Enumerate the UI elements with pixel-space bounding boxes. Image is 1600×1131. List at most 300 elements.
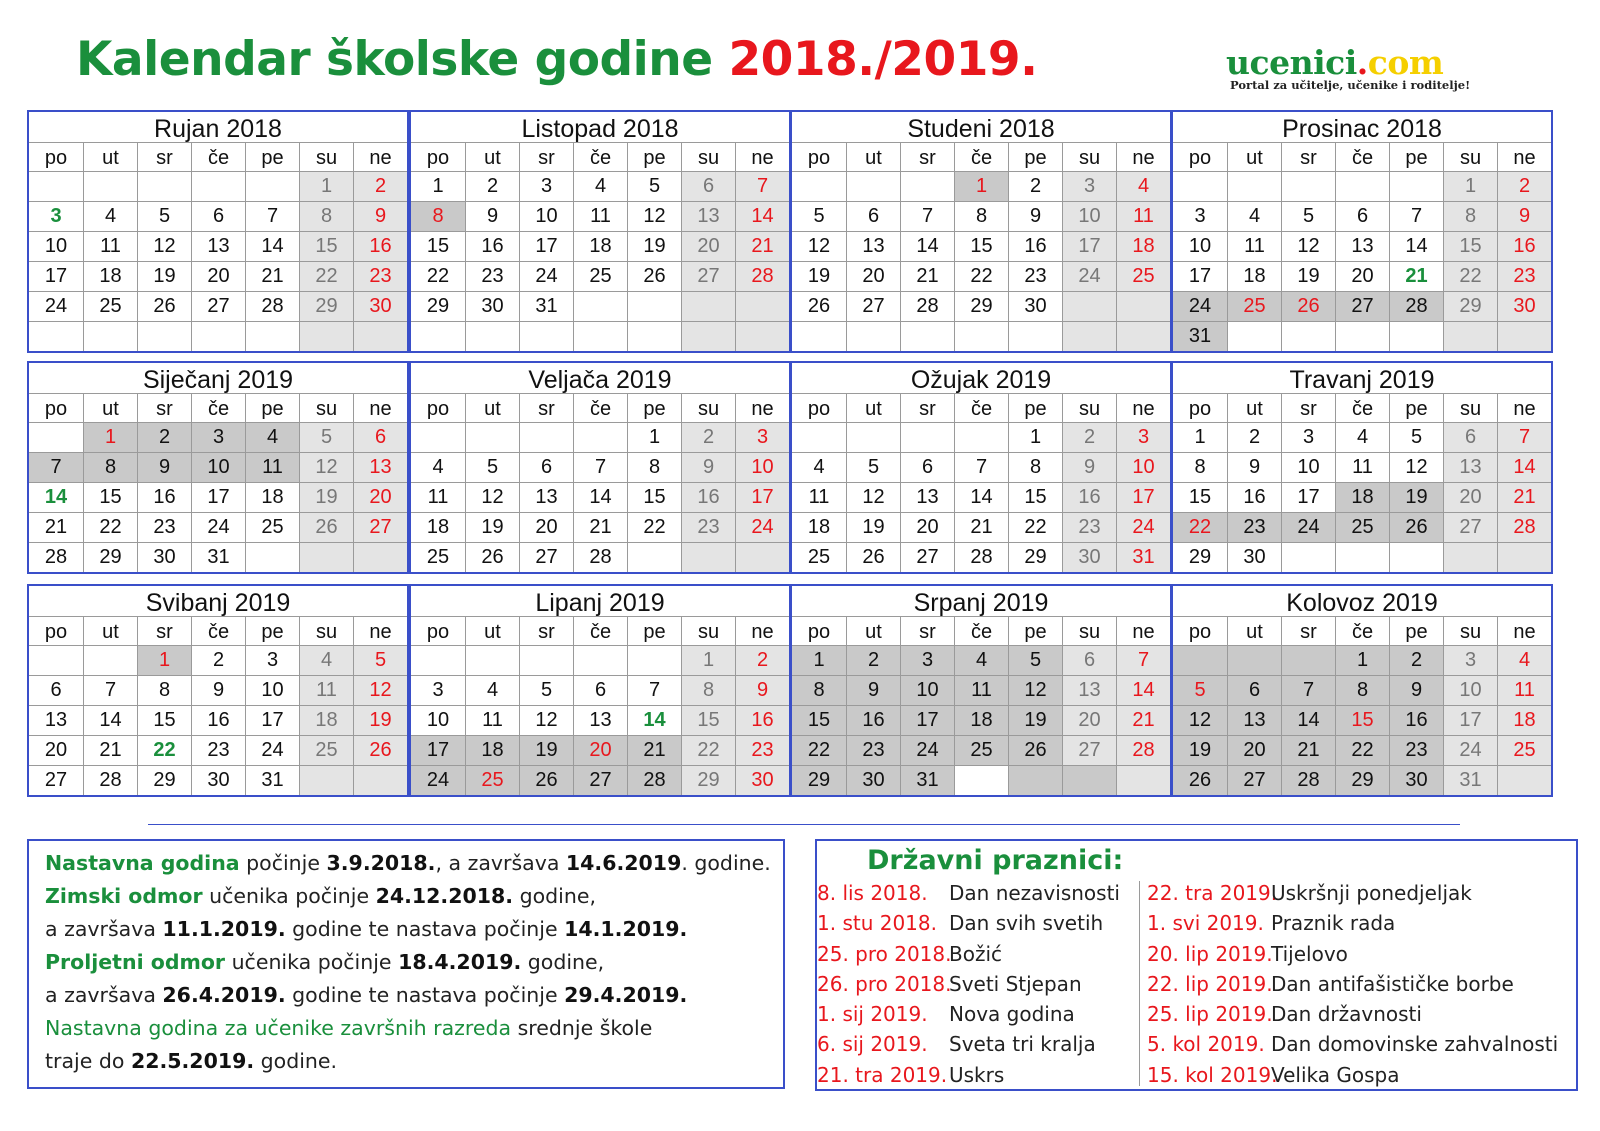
holiday-row (1147, 908, 1558, 938)
info-text: godine, (513, 884, 596, 908)
weekday-header: su (1062, 393, 1116, 422)
empty-day-cell (465, 321, 519, 351)
day-cell: 3 (1062, 171, 1116, 201)
day-cell: 15 (792, 705, 846, 735)
empty-day-cell (627, 542, 681, 572)
day-cell: 3 (411, 675, 465, 705)
weekday-header: sr (1281, 393, 1335, 422)
weekday-header: pe (1008, 393, 1062, 422)
day-cell: 15 (137, 705, 191, 735)
weekday-header: če (1335, 393, 1389, 422)
weekday-header: su (681, 393, 735, 422)
day-cell: 12 (465, 482, 519, 512)
weekday-header: su (681, 616, 735, 645)
month-calendar (790, 110, 1172, 353)
month-name: Srpanj 2019 (913, 589, 1049, 617)
empty-day-cell (1389, 321, 1443, 351)
info-date: 3.9.2018. (326, 851, 436, 875)
day-cell: 28 (29, 542, 83, 572)
info-line (45, 880, 783, 913)
day-cell: 11 (1335, 452, 1389, 482)
empty-day-cell (1281, 321, 1335, 351)
empty-day-cell (1116, 321, 1170, 351)
day-cell: 20 (1227, 735, 1281, 765)
day-cell: 30 (1389, 765, 1443, 795)
empty-day-cell (954, 321, 1008, 351)
info-label: Zimski odmor (45, 884, 203, 908)
day-cell: 13 (900, 482, 954, 512)
month-days-grid (29, 616, 407, 795)
day-cell: 11 (83, 231, 137, 261)
day-cell: 5 (465, 452, 519, 482)
day-cell: 31 (245, 765, 299, 795)
day-cell: 8 (299, 201, 353, 231)
day-cell: 1 (137, 645, 191, 675)
day-cell: 9 (1497, 201, 1551, 231)
day-cell: 11 (954, 675, 1008, 705)
day-cell: 17 (191, 482, 245, 512)
weekday-header: ut (1227, 393, 1281, 422)
month-name: Siječanj 2019 (142, 366, 294, 394)
day-cell: 12 (792, 231, 846, 261)
empty-day-cell (954, 765, 1008, 795)
day-cell: 22 (792, 735, 846, 765)
holiday-date: 1. sij 2019. (817, 1002, 928, 1027)
day-cell: 20 (1062, 705, 1116, 735)
empty-day-cell (519, 321, 573, 351)
weekday-header: sr (137, 142, 191, 171)
weekday-header: sr (519, 142, 573, 171)
day-cell: 30 (846, 765, 900, 795)
empty-day-cell (1389, 171, 1443, 201)
day-cell: 8 (1443, 201, 1497, 231)
day-cell: 20 (1443, 482, 1497, 512)
day-cell: 23 (465, 261, 519, 291)
weekday-header: sr (900, 616, 954, 645)
day-cell: 14 (83, 705, 137, 735)
day-cell: 8 (792, 675, 846, 705)
day-cell: 18 (83, 261, 137, 291)
empty-day-cell (1008, 321, 1062, 351)
day-cell: 19 (299, 482, 353, 512)
day-cell: 7 (954, 452, 1008, 482)
day-cell: 17 (735, 482, 789, 512)
day-cell: 2 (846, 645, 900, 675)
day-cell: 25 (411, 542, 465, 572)
day-cell: 3 (29, 201, 83, 231)
empty-day-cell (573, 422, 627, 452)
day-cell: 29 (1443, 291, 1497, 321)
holiday-date: 26. pro 2018. (817, 971, 952, 996)
day-cell: 7 (900, 201, 954, 231)
day-cell: 20 (846, 261, 900, 291)
day-cell: 12 (1281, 231, 1335, 261)
day-cell: 6 (1227, 675, 1281, 705)
day-cell: 13 (573, 705, 627, 735)
day-cell: 20 (681, 231, 735, 261)
day-cell: 11 (792, 482, 846, 512)
day-cell: 13 (29, 705, 83, 735)
day-cell: 14 (627, 705, 681, 735)
weekday-header: če (191, 616, 245, 645)
month-calendar (1171, 110, 1553, 353)
day-cell: 27 (1062, 735, 1116, 765)
day-cell: 16 (191, 705, 245, 735)
empty-day-cell (900, 422, 954, 452)
day-cell: 8 (1008, 452, 1062, 482)
day-cell: 5 (1389, 422, 1443, 452)
info-text: a završava (45, 983, 163, 1007)
holiday-row (817, 908, 1120, 938)
weekday-header: sr (137, 393, 191, 422)
weekday-header: ut (846, 616, 900, 645)
day-cell: 22 (627, 512, 681, 542)
empty-day-cell (1062, 765, 1116, 795)
info-date: 22.5.2019. (130, 1049, 255, 1073)
day-cell: 11 (573, 201, 627, 231)
day-cell: 30 (465, 291, 519, 321)
weekday-header: su (1062, 142, 1116, 171)
day-cell: 7 (83, 675, 137, 705)
day-cell: 25 (1335, 512, 1389, 542)
month-name: Svibanj 2019 (145, 589, 291, 617)
day-cell: 8 (681, 675, 735, 705)
day-cell: 4 (954, 645, 1008, 675)
day-cell: 2 (191, 645, 245, 675)
day-cell: 21 (1389, 261, 1443, 291)
weekday-header: po (792, 616, 846, 645)
info-text: , a završava (435, 851, 566, 875)
divider (148, 824, 1460, 825)
weekday-header: po (411, 393, 465, 422)
empty-day-cell (1497, 321, 1551, 351)
day-cell: 1 (1173, 422, 1227, 452)
day-cell: 25 (299, 735, 353, 765)
empty-day-cell (1281, 542, 1335, 572)
day-cell: 14 (29, 482, 83, 512)
holiday-row (1147, 1060, 1558, 1090)
day-cell: 5 (1281, 201, 1335, 231)
month-name: Ožujak 2019 (910, 366, 1052, 394)
day-cell: 3 (1173, 201, 1227, 231)
day-cell: 9 (191, 675, 245, 705)
day-cell: 17 (1281, 482, 1335, 512)
holiday-row (817, 878, 1120, 908)
day-cell: 11 (1227, 231, 1281, 261)
day-cell: 26 (299, 512, 353, 542)
day-cell: 9 (681, 452, 735, 482)
weekday-header: sr (519, 393, 573, 422)
day-cell: 19 (792, 261, 846, 291)
info-date: 14.6.2019 (565, 851, 682, 875)
day-cell: 1 (1443, 171, 1497, 201)
month-days-grid (29, 142, 407, 351)
holidays-divider (1139, 881, 1140, 1086)
day-cell: 21 (573, 512, 627, 542)
info-date: 14.1.2019. (564, 917, 688, 941)
day-cell: 23 (1389, 735, 1443, 765)
day-cell: 31 (191, 542, 245, 572)
day-cell: 30 (735, 765, 789, 795)
day-cell: 27 (846, 291, 900, 321)
day-cell: 18 (411, 512, 465, 542)
day-cell: 12 (299, 452, 353, 482)
day-cell: 17 (1443, 705, 1497, 735)
day-cell: 24 (900, 735, 954, 765)
weekday-header: su (299, 142, 353, 171)
day-cell: 5 (299, 422, 353, 452)
weekday-header: ut (83, 393, 137, 422)
day-cell: 21 (735, 231, 789, 261)
day-cell: 26 (353, 735, 407, 765)
day-cell: 26 (137, 291, 191, 321)
day-cell: 13 (846, 231, 900, 261)
day-cell: 15 (954, 231, 1008, 261)
empty-day-cell (29, 321, 83, 351)
day-cell: 15 (1173, 482, 1227, 512)
day-cell: 1 (681, 645, 735, 675)
holiday-row (817, 999, 1120, 1029)
day-cell: 17 (519, 231, 573, 261)
weekday-header: pe (245, 393, 299, 422)
day-cell: 9 (137, 452, 191, 482)
empty-day-cell (1335, 321, 1389, 351)
empty-day-cell (1062, 291, 1116, 321)
weekday-header: ne (1497, 393, 1551, 422)
day-cell: 21 (954, 512, 1008, 542)
weekday-header: pe (245, 142, 299, 171)
weekday-header: pe (627, 616, 681, 645)
weekday-header: po (411, 142, 465, 171)
month-name: Veljača 2019 (528, 366, 672, 394)
day-cell: 24 (29, 291, 83, 321)
empty-day-cell (299, 321, 353, 351)
day-cell: 15 (83, 482, 137, 512)
day-cell: 22 (1173, 512, 1227, 542)
public-holidays-box (815, 839, 1578, 1091)
day-cell: 12 (846, 482, 900, 512)
day-cell: 10 (735, 452, 789, 482)
info-text: srednje škole (511, 1016, 653, 1040)
day-cell: 9 (353, 201, 407, 231)
day-cell: 16 (137, 482, 191, 512)
day-cell: 20 (29, 735, 83, 765)
day-cell: 17 (411, 735, 465, 765)
holiday-name: Sveta tri kralja (949, 1032, 1096, 1057)
holiday-date: 5. kol 2019. (1147, 1032, 1265, 1057)
day-cell: 26 (1008, 735, 1062, 765)
day-cell: 19 (1008, 705, 1062, 735)
day-cell: 7 (29, 452, 83, 482)
empty-day-cell (29, 645, 83, 675)
info-label: Nastavna godina (45, 851, 240, 875)
day-cell: 19 (1173, 735, 1227, 765)
day-cell: 27 (29, 765, 83, 795)
weekday-header: su (681, 142, 735, 171)
empty-day-cell (191, 171, 245, 201)
day-cell: 15 (1335, 705, 1389, 735)
holiday-name: Dan državnosti (1271, 1002, 1422, 1027)
day-cell: 5 (353, 645, 407, 675)
logo (1226, 43, 1578, 92)
day-cell: 3 (735, 422, 789, 452)
day-cell: 2 (1497, 171, 1551, 201)
day-cell: 25 (954, 735, 1008, 765)
day-cell: 14 (1389, 231, 1443, 261)
holiday-date: 1. svi 2019. (1147, 911, 1264, 936)
empty-day-cell (299, 542, 353, 572)
empty-day-cell (519, 422, 573, 452)
empty-day-cell (1008, 765, 1062, 795)
day-cell: 14 (900, 231, 954, 261)
info-text: a završava (45, 917, 163, 941)
day-cell: 12 (137, 231, 191, 261)
weekday-header: sr (137, 616, 191, 645)
empty-day-cell (1227, 645, 1281, 675)
day-cell: 12 (353, 675, 407, 705)
holiday-row (817, 939, 1120, 969)
day-cell: 16 (1497, 231, 1551, 261)
day-cell: 10 (1443, 675, 1497, 705)
day-cell: 29 (681, 765, 735, 795)
day-cell: 4 (1335, 422, 1389, 452)
day-cell: 6 (1443, 422, 1497, 452)
day-cell: 3 (1443, 645, 1497, 675)
month-calendar (790, 361, 1172, 574)
day-cell: 31 (1116, 542, 1170, 572)
day-cell: 17 (245, 705, 299, 735)
empty-day-cell (900, 171, 954, 201)
day-cell: 28 (1281, 765, 1335, 795)
day-cell: 4 (245, 422, 299, 452)
day-cell: 16 (735, 705, 789, 735)
empty-day-cell (1443, 321, 1497, 351)
weekday-header: su (1443, 616, 1497, 645)
day-cell: 27 (191, 291, 245, 321)
day-cell: 25 (1497, 735, 1551, 765)
empty-day-cell (29, 422, 83, 452)
empty-day-cell (83, 645, 137, 675)
day-cell: 11 (299, 675, 353, 705)
weekday-header: pe (1389, 616, 1443, 645)
holiday-row (817, 1029, 1120, 1059)
day-cell: 15 (411, 231, 465, 261)
empty-day-cell (1497, 542, 1551, 572)
month-name: Prosinac 2018 (1282, 115, 1442, 143)
day-cell: 15 (681, 705, 735, 735)
day-cell: 21 (83, 735, 137, 765)
empty-day-cell (519, 645, 573, 675)
day-cell: 2 (137, 422, 191, 452)
day-cell: 22 (681, 735, 735, 765)
day-cell: 5 (1173, 675, 1227, 705)
day-cell: 17 (900, 705, 954, 735)
empty-day-cell (627, 291, 681, 321)
day-cell: 9 (1062, 452, 1116, 482)
day-cell: 14 (1116, 675, 1170, 705)
day-cell: 29 (299, 291, 353, 321)
holiday-name: Dan nezavisnosti (949, 881, 1120, 905)
day-cell: 25 (83, 291, 137, 321)
day-cell: 20 (353, 482, 407, 512)
day-cell: 21 (900, 261, 954, 291)
day-cell: 8 (954, 201, 1008, 231)
month-calendar (409, 584, 791, 797)
empty-day-cell (411, 645, 465, 675)
day-cell: 26 (1281, 291, 1335, 321)
info-date: 18.4.2019. (398, 950, 522, 974)
day-cell: 25 (245, 512, 299, 542)
day-cell: 14 (245, 231, 299, 261)
empty-day-cell (627, 321, 681, 351)
month-days-grid (792, 616, 1170, 795)
info-date: 26.4.2019. (162, 983, 286, 1007)
weekday-header: ut (83, 616, 137, 645)
day-cell: 20 (1335, 261, 1389, 291)
info-line (45, 1012, 783, 1045)
day-cell: 5 (627, 171, 681, 201)
day-cell: 26 (792, 291, 846, 321)
day-cell: 1 (954, 171, 1008, 201)
weekday-header: su (1443, 393, 1497, 422)
info-text: počinje (239, 851, 327, 875)
weekday-header: po (1173, 616, 1227, 645)
info-text: godine. (254, 1049, 338, 1073)
empty-day-cell (353, 542, 407, 572)
holiday-name: Božić (949, 941, 1003, 966)
day-cell: 28 (1497, 512, 1551, 542)
holiday-row (1147, 969, 1558, 999)
day-cell: 1 (1008, 422, 1062, 452)
weekday-header: če (1335, 616, 1389, 645)
holiday-date: 20. lip 2019. (1147, 941, 1273, 966)
weekday-header: če (573, 142, 627, 171)
month-days-grid (1173, 616, 1551, 795)
day-cell: 9 (1389, 675, 1443, 705)
holiday-date: 8. lis 2018. (817, 881, 928, 905)
empty-day-cell (846, 321, 900, 351)
day-cell: 15 (1008, 482, 1062, 512)
empty-day-cell (29, 171, 83, 201)
day-cell: 27 (1335, 291, 1389, 321)
empty-day-cell (735, 321, 789, 351)
day-cell: 4 (573, 171, 627, 201)
page-title (76, 32, 1037, 102)
day-cell: 13 (1062, 675, 1116, 705)
holiday-row (817, 1060, 1120, 1090)
holidays-left-column (817, 878, 1120, 1090)
day-cell: 6 (1062, 645, 1116, 675)
day-cell: 5 (846, 452, 900, 482)
day-cell: 7 (245, 201, 299, 231)
day-cell: 8 (1173, 452, 1227, 482)
weekday-header: če (191, 393, 245, 422)
empty-day-cell (353, 765, 407, 795)
day-cell: 13 (353, 452, 407, 482)
day-cell: 3 (519, 171, 573, 201)
day-cell: 7 (627, 675, 681, 705)
day-cell: 21 (1116, 705, 1170, 735)
weekday-header: ut (846, 393, 900, 422)
weekday-header: po (792, 393, 846, 422)
weekday-header: če (573, 393, 627, 422)
day-cell: 22 (954, 261, 1008, 291)
day-cell: 4 (83, 201, 137, 231)
day-cell: 30 (191, 765, 245, 795)
day-cell: 10 (900, 675, 954, 705)
holiday-date: 25. pro 2018. (817, 941, 952, 966)
holiday-date: 22. tra 2019. (1147, 881, 1278, 905)
